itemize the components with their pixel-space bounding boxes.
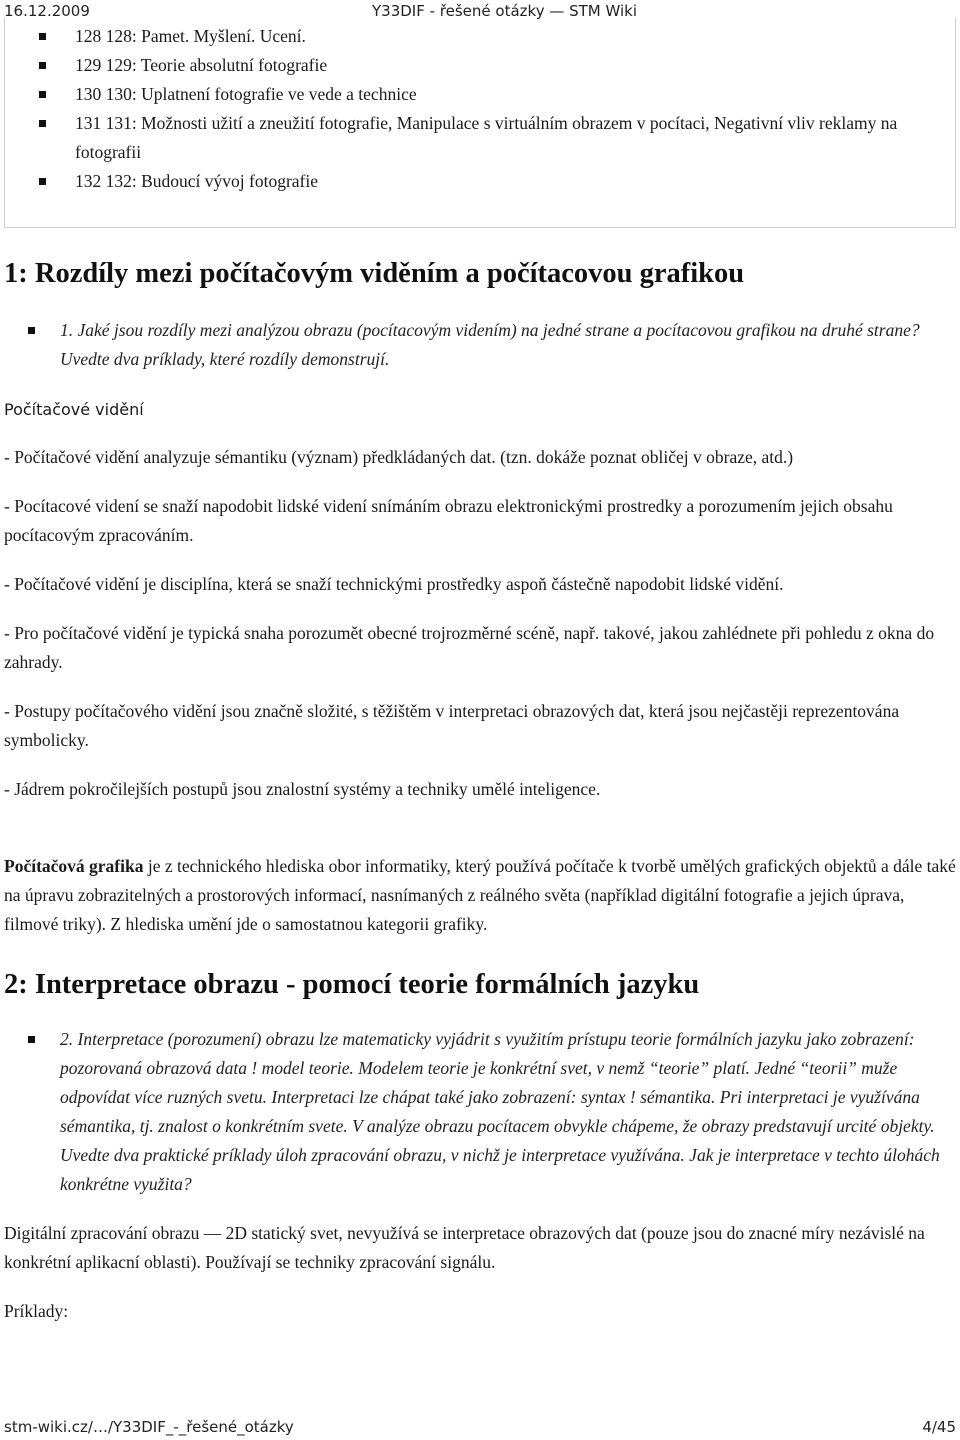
square-bullet-icon [39,120,46,127]
square-bullet-icon [39,91,46,98]
section-2-question: 2. Interpretace (porozumení) obrazu lze matematicky vyjádrit s využitím prístupu teorie formálních jazyku jako zobrazení: pozorovaná obrazová data ! model teorie. Modelem teorie je konkrétní svet, v nemž “teorie” platí. Jedné “teorii” muže odpovídat více ruzných svetu. Interpretaci lze chápat také jako zobrazení: syntax ! sémantika. Pri interpretaci je využívána sémantika, tj. znalost o konkrétním svete. V analýze obrazu pocítacem obvykle chápeme, že obrazy predstavují urcité objekty. Uvedte dva praktické príklady úloh zpracování obrazu, v nichž je interpretace využívána. Jak je interpretace v techto úlohách konkrétne využita? [4,1025,956,1199]
paragraph: - Jádrem pokročilejších postupů jsou znalostní systémy a techniky umělé inteligence. [4,779,601,799]
section-1-question-list [4,316,956,374]
toc-item[interactable]: 128 128: Pamet. Myšlení. Ucení. [39,22,939,51]
main-content [4,244,956,1326]
print-url: stm-wiki.cz/…/Y33DIF_-_řešené_otázky [4,1418,294,1436]
square-bullet-icon [39,33,46,40]
section-1-question: 1. Jaké jsou rozdíly mezi analýzou obrazu (pocítacovým videním) na jedné strane a pocítacovou grafikou na druhé strane? Uvedte dva príklady, které rozdíly demonstrují. [4,316,956,374]
grafika-definition: je z technického hlediska obor informatiky, který používá počítače k tvorbě umělých grafických objektů a dále také na úpravu zobrazitelných a prostorových informací, nasnímaných z reálného světa (například digitální fotografie a jejich úprava, filmové triky). Z hlediska umění jde o samostatnou kategorii grafiky. [4,856,956,934]
square-bullet-icon [39,178,46,185]
page-number: 4/45 [922,1418,956,1436]
paragraph: - Počítačové vidění je disciplína, která se snaží technickými prostředky aspoň částečně napodobit lidské vidění. [4,574,784,594]
paragraph: - Pocítacové videní se snaží napodobit lidské videní snímáním obrazu elektronickými prostredky a porozumením jejich obsahu pocítacovým zpracováním. [4,496,893,545]
toc-item[interactable]: 132 132: Budoucí vývoj fotografie [39,167,939,196]
section-1-heading: 1: Rozdíly mezi počítačovým viděním a počítacovou grafikou [4,258,745,289]
toc-list [39,22,939,196]
paragraph: - Počítačové vidění analyzuje sémantiku (význam) předkládaných dat. (tzn. dokáže poznat obličej v obraze, atd.) [4,447,794,467]
print-footer [0,1418,960,1440]
subsection-heading: Počítačové vidění [4,400,144,419]
paragraph: - Pro počítačové vidění je typická snaha porozumět obecné trojrozměrné scéně, např. takové, jakou zahlédnete při pohledu z okna do zahrady. [4,623,935,672]
paragraph: Digitální zpracování obrazu — 2D statický svet, nevyužívá se interpretace obrazových dat (pouze jsou do znacné míry nezávislé na konkrétní aplikacní oblasti). Používají se techniky zpracování signálu. [4,1223,925,1272]
section-2-heading: 2: Interpretace obrazu - pomocí teorie formálních jazyku [4,969,700,1000]
square-bullet-icon [28,327,35,334]
toc-item[interactable]: 131 131: Možnosti užití a zneužití fotografie, Manipulace s virtuálním obrazem v pocítaci, Negativní vliv reklamy na fotografii [39,109,939,167]
toc-item[interactable]: 129 129: Teorie absolutní fotografie [39,51,939,80]
square-bullet-icon [39,62,46,69]
examples-label: Príklady: [4,1301,69,1321]
paragraph: - Postupy počítačového vidění jsou značně složité, s těžištěm v interpretaci obrazových dat, která jsou nejčastěji reprezentována symbolicky. [4,701,900,750]
grafika-paragraph [4,852,956,939]
grafika-term: Počítačová grafika [4,856,144,876]
print-page-title: Y33DIF - řešené otázky — STM Wiki [372,2,638,20]
toc-item[interactable]: 130 130: Uplatnení fotografie ve vede a technice [39,80,939,109]
print-date: 16.12.2009 [4,2,90,20]
section-2-question-list [4,1025,956,1199]
square-bullet-icon [28,1036,35,1043]
table-of-contents [4,18,956,228]
